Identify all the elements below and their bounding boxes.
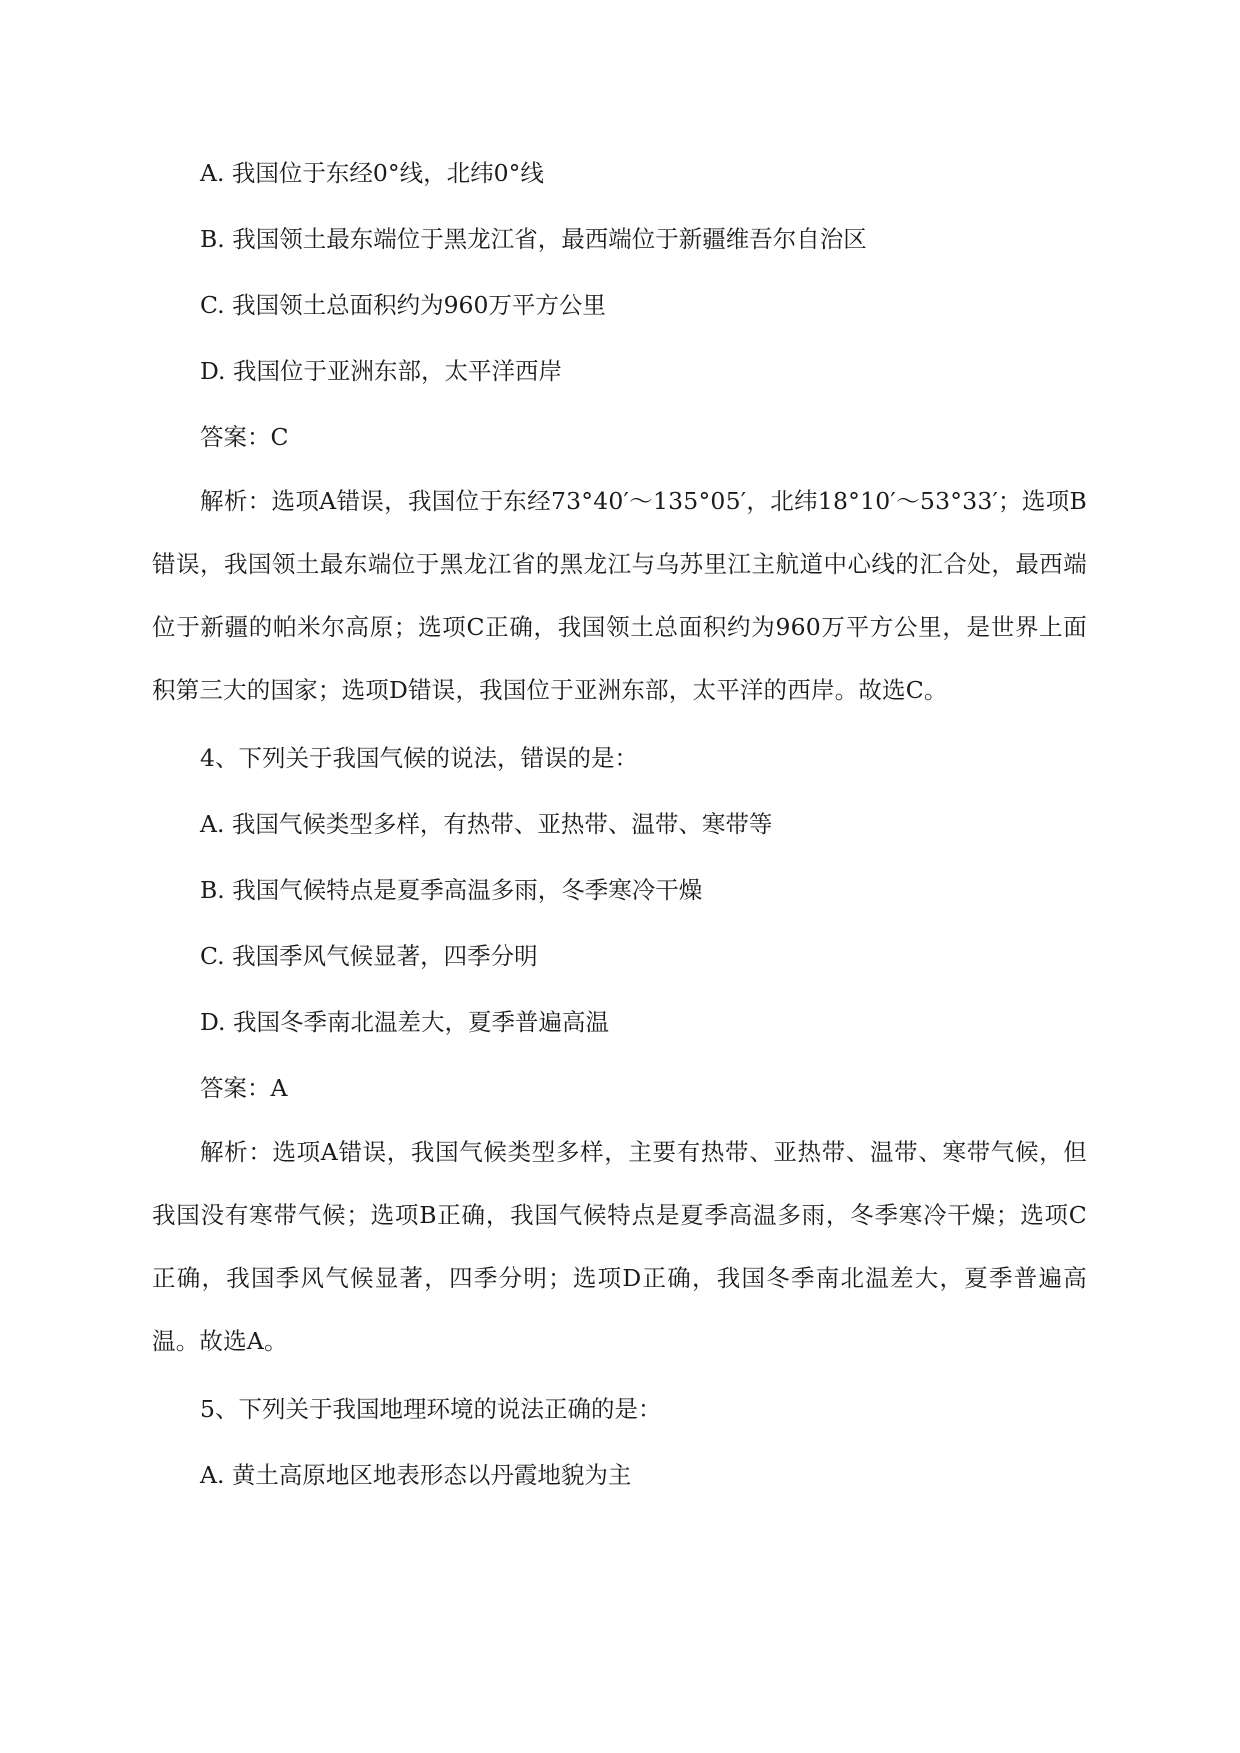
q3-option-a: A. 我国位于东经0°线，北纬0°线 [200, 159, 544, 187]
q4-question: 4、下列关于我国气候的说法，错误的是： [200, 744, 638, 772]
q3-answer: 答案：C [200, 423, 289, 451]
document-body [152, 140, 1087, 1508]
q3-option-b: B. 我国领土最东端位于黑龙江省，最西端位于新疆维吾尔自治区 [200, 225, 867, 253]
q4-option-c: C. 我国季风气候显著，四季分明 [200, 942, 538, 970]
q4-option-b: B. 我国气候特点是夏季高温多雨，冬季寒冷干燥 [200, 876, 703, 904]
q5-question: 5、下列关于我国地理环境的说法正确的是： [200, 1395, 662, 1423]
q5-option-a: A. 黄土高原地区地表形态以丹霞地貌为主 [200, 1461, 632, 1489]
q3-analysis: 解析：选项A错误，我国位于东经73°40′～135°05′，北纬18°10′～53°33′；选项B错误，我国领土最东端位于黑龙江省的黑龙江与乌苏里江主航道中心线的汇合处，最西端位于新疆的帕米尔高原；选项C正确，我国领土总面积约为960万平方公里，是世界上面积第三大的国家；选项D错误，我国位于亚洲东部，太平洋的西岸。故选C。 [152, 487, 1087, 704]
q3-option-c: C. 我国领土总面积约为960万平方公里 [200, 291, 606, 319]
q4-option-d: D. 我国冬季南北温差大，夏季普遍高温 [200, 1008, 609, 1036]
q4-option-a: A. 我国气候类型多样，有热带、亚热带、温带、寒带等 [200, 810, 773, 838]
q4-analysis: 解析：选项A错误，我国气候类型多样，主要有热带、亚热带、温带、寒带气候，但我国没有寒带气候；选项B正确，我国气候特点是夏季高温多雨，冬季寒冷干燥；选项C正确，我国季风气候显著，四季分明；选项D正确，我国冬季南北温差大，夏季普遍高温。故选A。 [152, 1138, 1087, 1355]
q3-option-d: D. 我国位于亚洲东部，太平洋西岸 [200, 357, 562, 385]
q4-answer: 答案：A [200, 1074, 288, 1102]
